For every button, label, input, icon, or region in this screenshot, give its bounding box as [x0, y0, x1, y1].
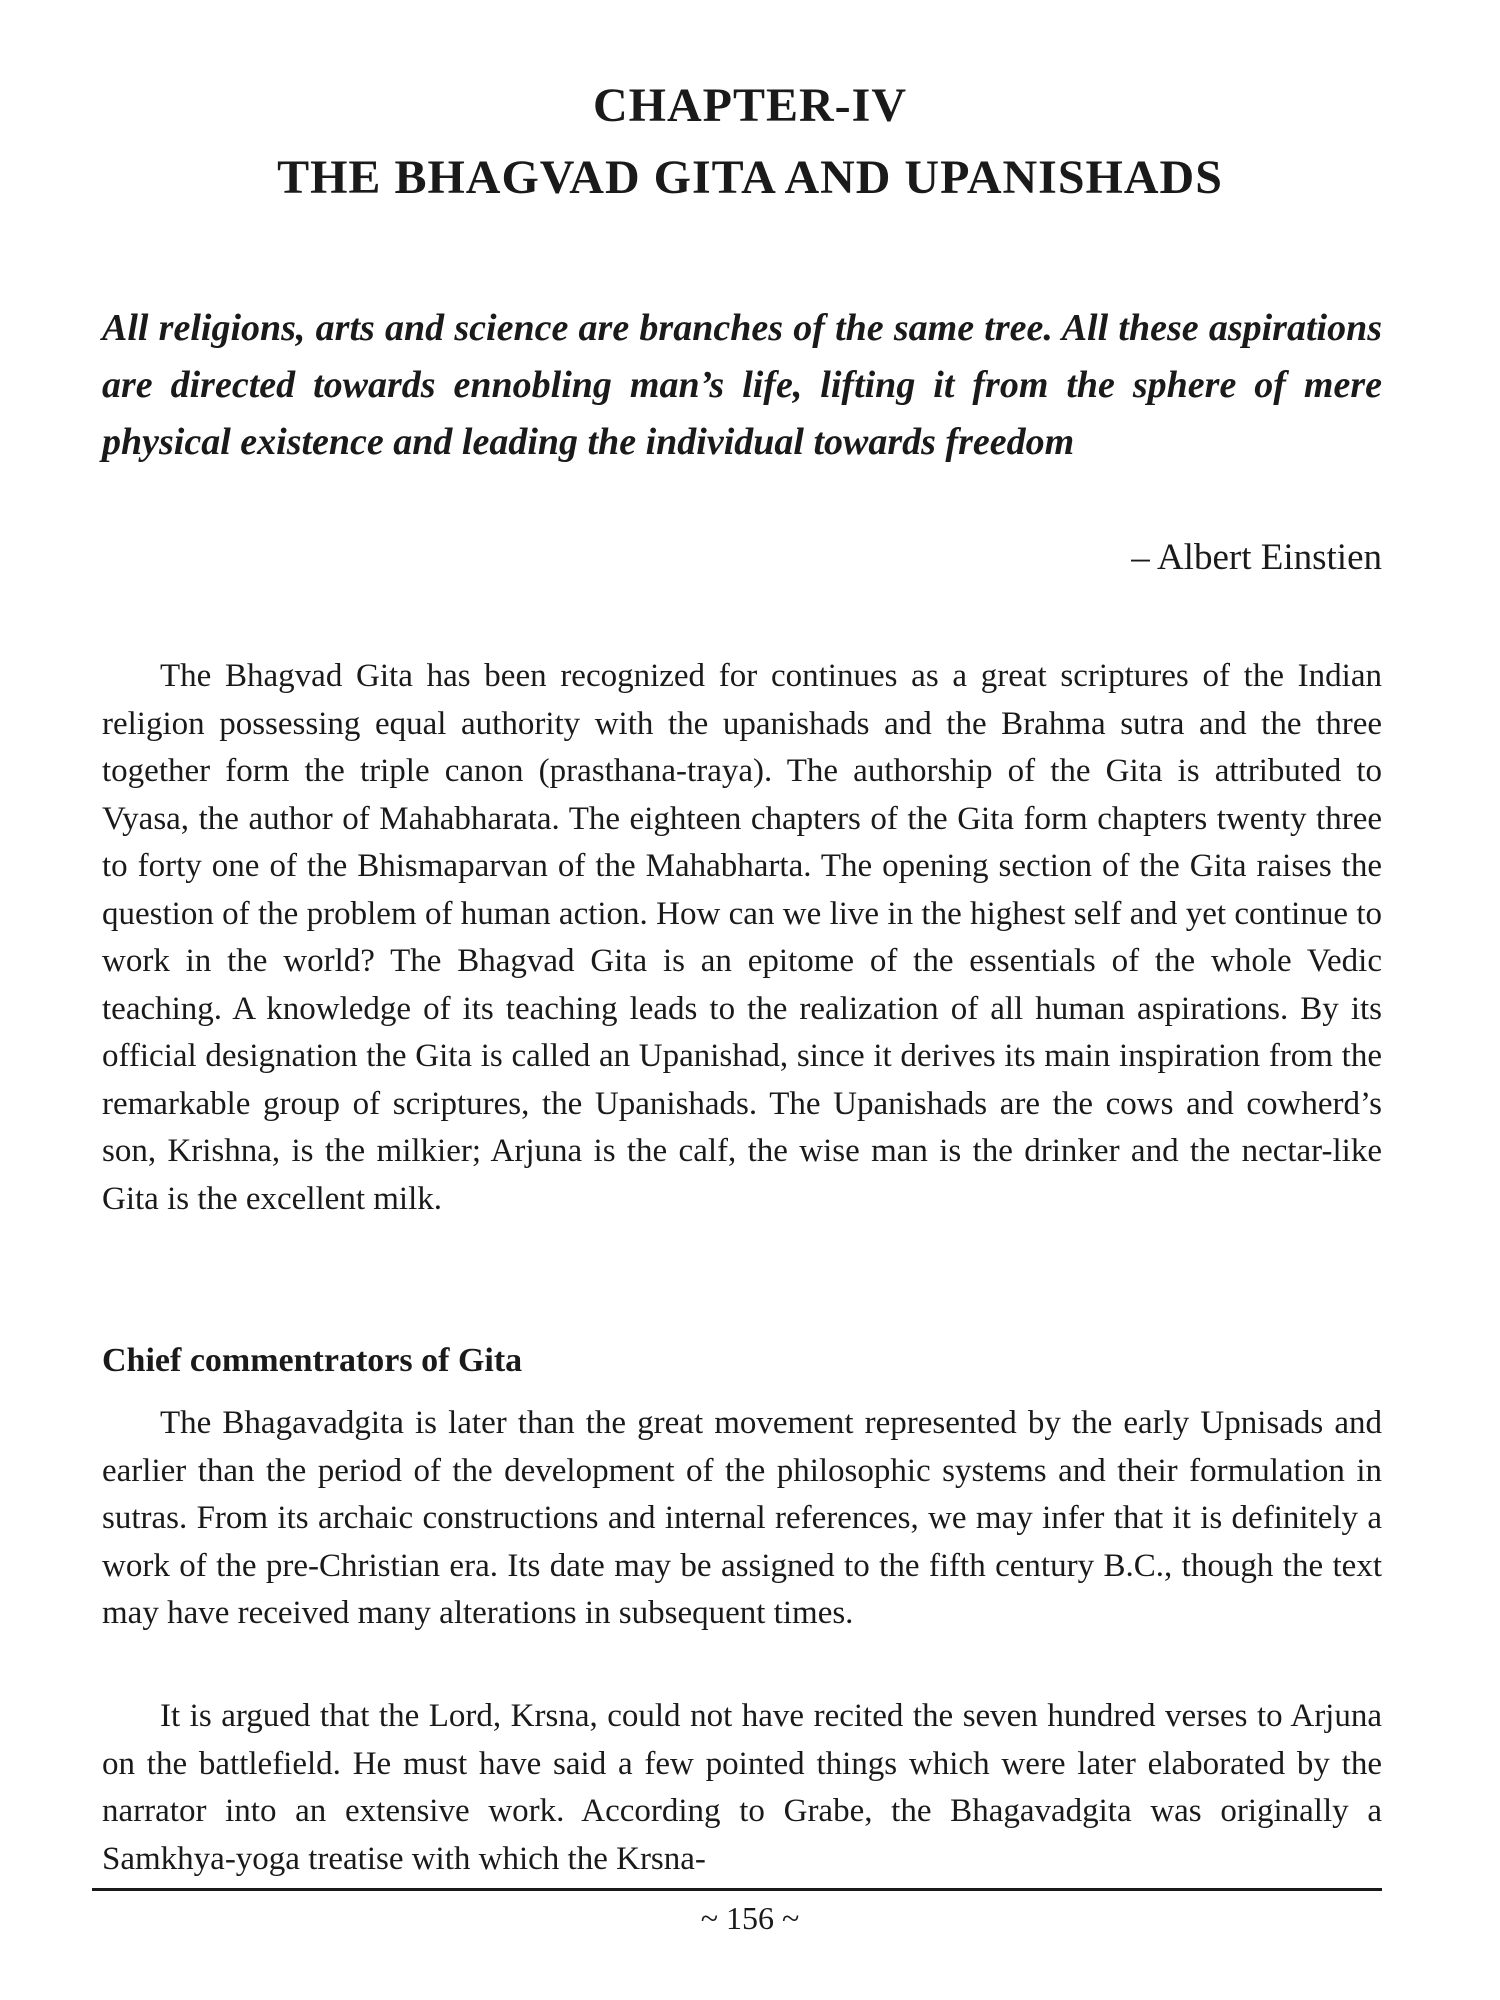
chapter-label: CHAPTER-IV: [592, 79, 907, 132]
epigraph-author: – Albert Einstien: [1131, 537, 1382, 578]
section-heading: Chief commentrators of Gita: [102, 1342, 523, 1379]
body-paragraph-3: It is argued that the Lord, Krsna, could not have recited the seven hundred verses to Arjuna on the battlefield. He must have said a few pointed things which were later elaborated by the narrator into an extensive work. According to Grabe, the Bhagavadgita was originally a Samkhya-yoga treatise with which the Krsna-: [102, 1698, 1382, 1877]
footer-divider: [92, 1888, 1382, 1891]
body-paragraph-1: The Bhagvad Gita has been recognized for continues as a great scriptures of the Indian religion possessing equal authority with the upanishads and the Brahma sutra and the three together form the triple canon (prasthana-traya). The authorship of the Gita is attributed to Vyasa, the author of Mahabharata. The eighteen chapters of the Gita form chapters twenty three to forty one of the Bhismaparvan of the Mahabharta. The opening section of the Gita raises the question of the problem of human action. How can we live in the highest self and yet continue to work in the world? The Bhagvad Gita is an epitome of the essentials of the whole Vedic teaching. A knowledge of its teaching leads to the realization of all human aspirations. By its official designation the Gita is called an Upanishad, since it derives its main inspiration from the remarkable group of scriptures, the Upanishads. The Upanishads are the cows and cowherd’s son, Krishna, is the milkier; Arjuna is the calf, the wise man is the drinker and the nectar-like Gita is the excellent milk.: [102, 658, 1382, 1217]
page-number: ~ 156 ~: [700, 1900, 800, 1936]
chapter-title: THE BHAGVAD GITA AND UPANISHADS: [277, 151, 1223, 204]
body-paragraph-2: The Bhagavadgita is later than the great movement represented by the early Upnisads and earlier than the period of the development of the philosophic systems and their formulation in sutras. From its archaic constructions and internal references, we may infer that it is definitely a work of the pre-Christian era. Its date may be assigned to the fifth century B.C., though the text may have received many alterations in subsequent times.: [102, 1405, 1382, 1631]
epigraph-quote: All religions, arts and science are branches of the same tree. All these aspirations are directed towards ennobling man’s life, lifting it from the sphere of mere physical existence and leading the individual towards freedom: [102, 307, 1382, 463]
